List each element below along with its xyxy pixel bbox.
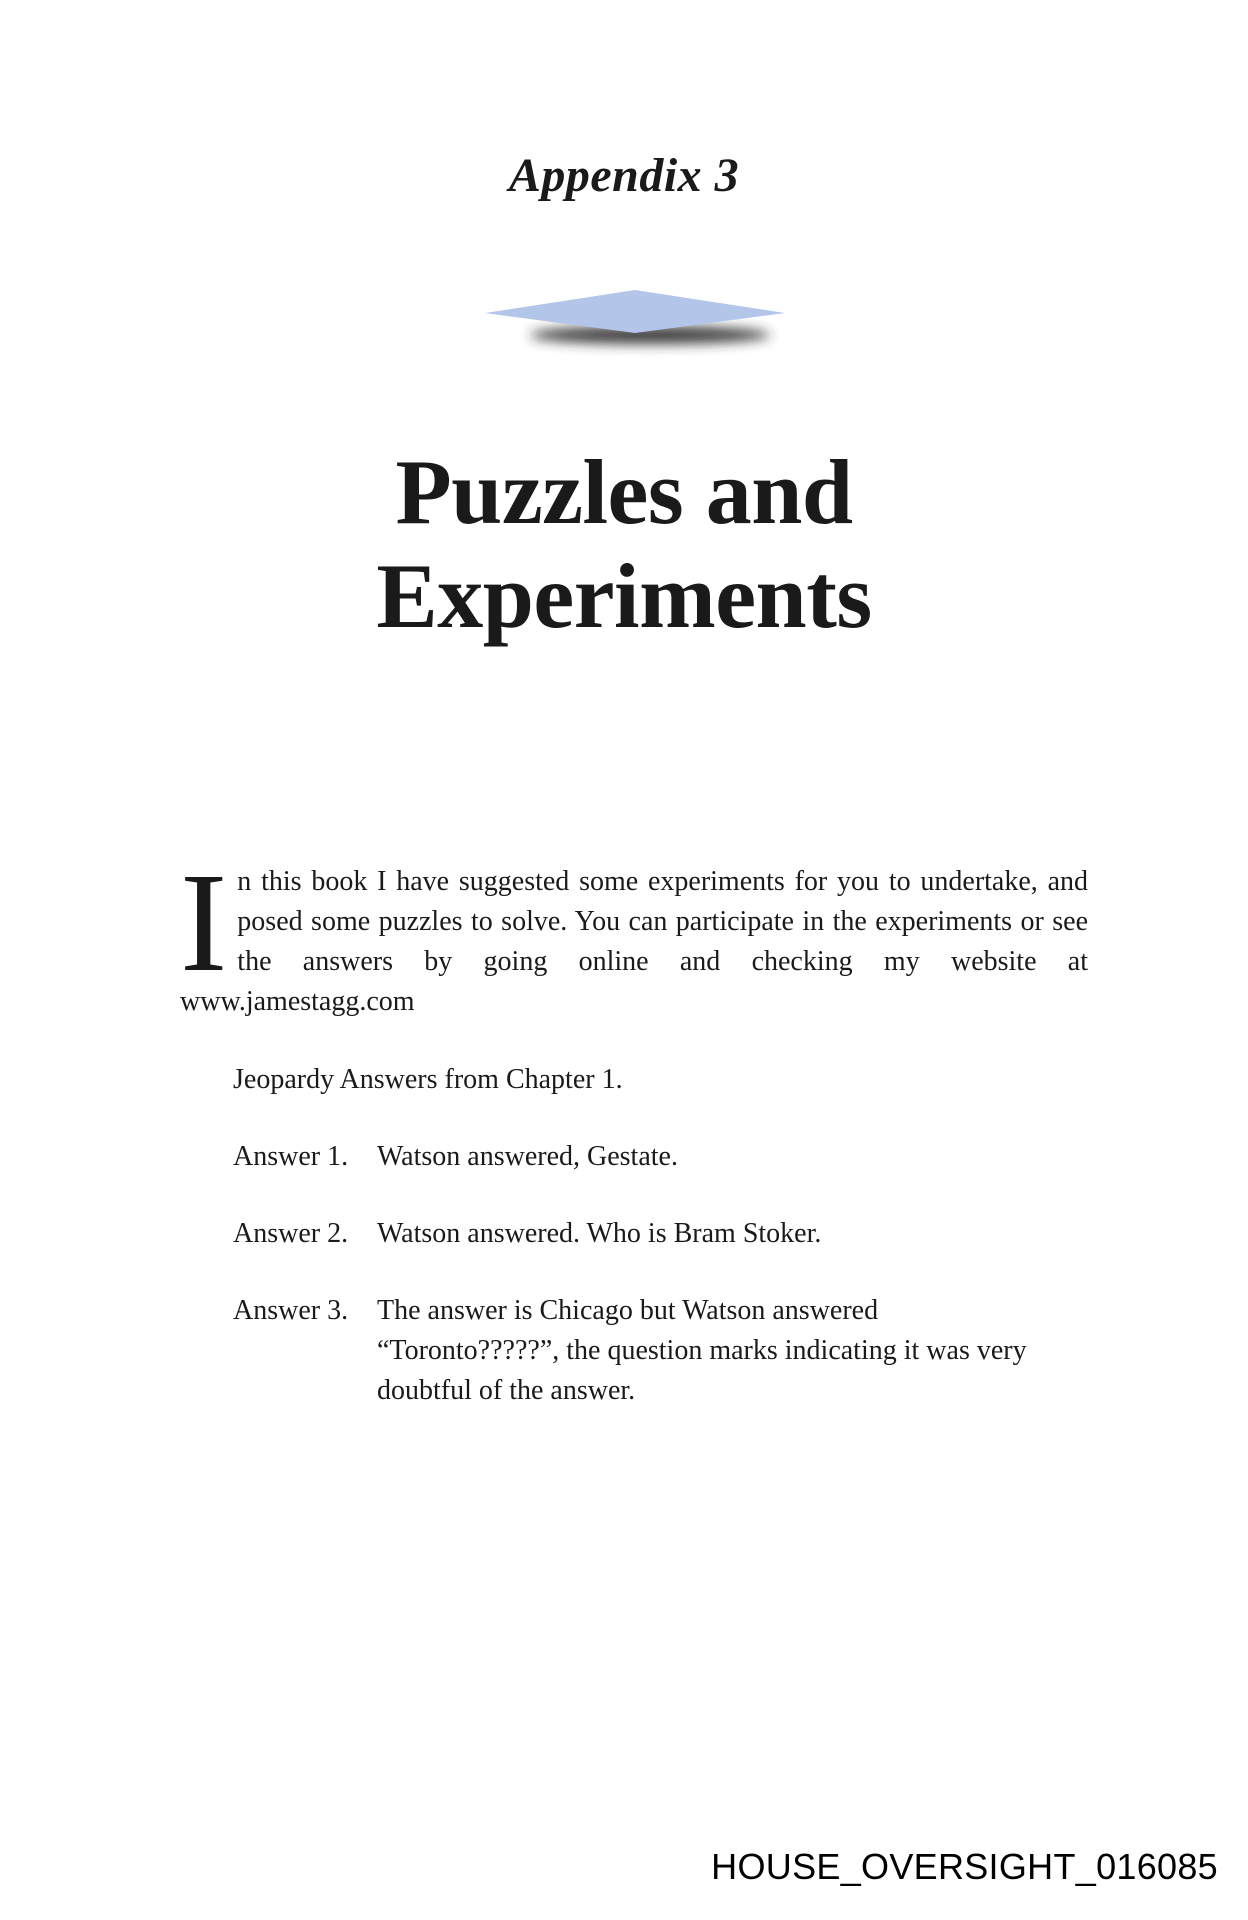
- title-line-2: Experiments: [376, 545, 872, 647]
- title-line-1: Puzzles and: [395, 441, 853, 543]
- answer-row-2: [233, 1214, 1088, 1254]
- answer-text: The answer is Chicago but Watson answered “Toronto?????”, the question marks indicating it was very doubtful of the answer.: [377, 1295, 1027, 1406]
- answer-row-1: [233, 1137, 1088, 1177]
- bates-number: HOUSE_OVERSIGHT_016085: [711, 1846, 1218, 1887]
- intro-text: n this book I have suggested some experiments for you to undertake, and posed some puzzles to solve. You can participate in the experiments or see the answers by going online and checking my website at www.jamestagg.com: [180, 866, 1088, 1017]
- answer-label: Answer 1.: [233, 1141, 349, 1172]
- page-title: [0, 440, 1248, 648]
- answer-label: Answer 3.: [233, 1295, 349, 1326]
- answer-text: Watson answered, Gestate.: [377, 1141, 678, 1172]
- appendix-label: Appendix 3: [508, 149, 740, 202]
- intro-paragraph: [180, 843, 1088, 1022]
- answer-row-3: [233, 1291, 1088, 1411]
- answers-heading: Jeopardy Answers from Chapter 1.: [233, 1064, 623, 1095]
- body-text: [180, 843, 1088, 1448]
- answer-label: Answer 2.: [233, 1218, 349, 1249]
- drop-cap: I: [180, 843, 228, 1001]
- answer-text: Watson answered. Who is Bram Stoker.: [377, 1218, 822, 1249]
- diamond-ornament-icon: [480, 285, 810, 365]
- answers-section: [180, 1060, 1088, 1411]
